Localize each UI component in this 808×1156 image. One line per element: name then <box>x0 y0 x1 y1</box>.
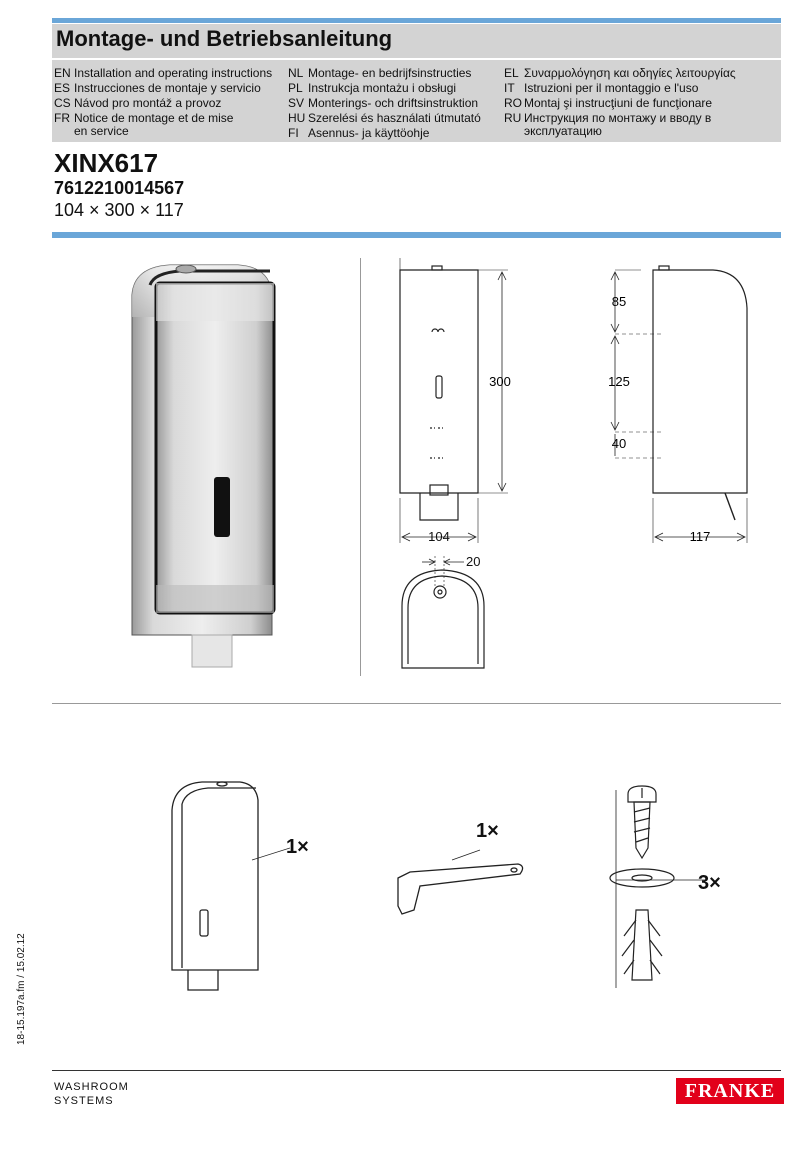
side-mid-label: 125 <box>608 374 630 389</box>
brand-subtitle: WASHROOM SYSTEMS <box>54 1081 129 1107</box>
product-ean: 7612210014567 <box>54 178 185 198</box>
language-item: эксплуатацию <box>524 124 602 138</box>
front-height-label: 300 <box>489 374 511 389</box>
key-quantity: 1× <box>476 820 499 842</box>
dispenser-line-drawing <box>160 770 290 1000</box>
dispenser-quantity: 1× <box>286 836 309 858</box>
document-reference: 18-15.197a.fm / 15.02.12 <box>16 933 27 1045</box>
side-bottom-label: 40 <box>611 436 627 451</box>
language-item: NL Montage- en bedrijfsinstructies <box>288 66 472 80</box>
product-model: XINX617 <box>54 148 159 178</box>
language-item: PL Instrukcja montażu i obsługi <box>288 81 457 95</box>
franke-logo: FRANKE <box>676 1078 784 1104</box>
front-width-label: 104 <box>428 529 450 544</box>
top-accent-bar <box>52 18 781 23</box>
language-item: ES Instrucciones de montaje y servicio <box>54 81 261 95</box>
language-item: IT Istruzioni per il montaggio e l'uso <box>504 81 699 95</box>
section-accent-bar <box>52 232 781 238</box>
page-title: Montage- und Betriebsanleitung <box>56 26 393 51</box>
language-item: CS Návod pro montáž a provoz <box>54 96 222 110</box>
side-top-label: 85 <box>611 294 627 309</box>
language-item: HU Szerelési és használati útmutató <box>288 111 481 125</box>
key-line-drawing <box>380 820 530 920</box>
language-item: RU Инструкция по монтажу и вводу в <box>504 111 712 125</box>
side-depth-label: 117 <box>689 529 711 544</box>
side-view-drawing <box>585 258 765 558</box>
language-item: SV Monterings- och driftsinstruktion <box>288 96 479 110</box>
front-view-drawing <box>380 258 525 578</box>
language-item: FI Asennus- ja käyttöohje <box>288 126 430 140</box>
language-item: RO Montaj şi instrucţiuni de funcţionare <box>504 96 713 110</box>
top-offset-label: 20 <box>466 554 481 569</box>
top-view-drawing <box>392 548 522 678</box>
language-item: en service <box>74 124 129 138</box>
language-item: EL Συναρμολόγηση και οδηγίες λειτουργίας <box>504 66 736 80</box>
product-photo <box>120 255 300 675</box>
section-separator <box>52 703 781 704</box>
language-item: EN Installation and operating instructions <box>54 66 273 80</box>
footer-line <box>52 1070 781 1071</box>
drawing-separator <box>360 258 361 676</box>
fixings-quantity: 3× <box>698 872 721 894</box>
product-dimensions: 104 × 300 × 117 <box>54 200 184 220</box>
fixings-line-drawing <box>598 780 708 1000</box>
language-item: FR Notice de montage et de mise <box>54 111 234 125</box>
